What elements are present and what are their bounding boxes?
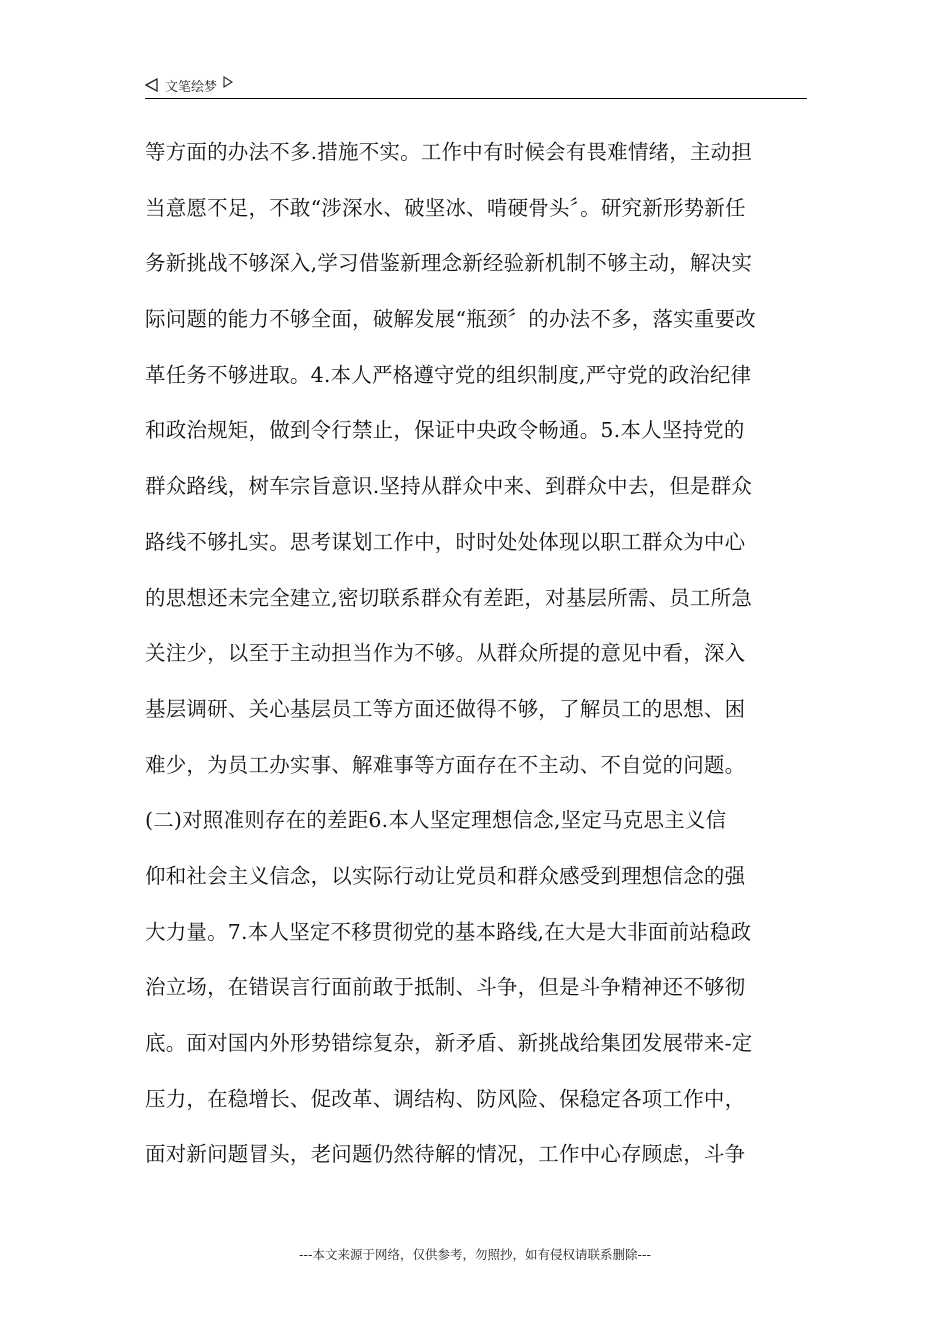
body-line: 基层调研、关心基层员工等方面还做得不够，了解员工的思想、困 [145, 696, 746, 721]
body-line: (二)对照准则存在的差距6.本人坚定理想信念,坚定马克思主义信 [145, 808, 727, 833]
body-line: 面对新问题冒头，老问题仍然待解的情况，工作中心存顾虑，斗争 [145, 1142, 746, 1167]
body-line: 关注少，以至于主动担当作为不够。从群众所提的意见中看，深入 [145, 641, 746, 666]
body-line: 治立场，在错误言行面前敢于抵制、斗争，但是斗争精神还不够彻 [145, 975, 746, 1000]
body-line: 难少，为员工办实事、解难事等方面存在不主动、不自觉的问题。 [145, 752, 746, 777]
body-line: 底。面对国内外形势错综复杂，新矛盾、新挑战给集团发展带来-定 [145, 1031, 753, 1055]
body-line: 群众路线，树车宗旨意识.坚持从群众中来、到群众中去，但是群众 [145, 474, 753, 499]
document-body [145, 134, 810, 1192]
body-line: 和政治规矩，做到令行禁止，保证中央政令畅通。5.本人坚持党的 [145, 418, 745, 443]
body-line: 路线不够扎实。思考谋划工作中，时时处处体现以职工群众为中心 [145, 529, 746, 554]
body-line: 等方面的办法不多.措施不实。工作中有时候会有畏难情绪，主动担 [145, 140, 753, 164]
page-footer-disclaimer: ---本文来源于网络，仅供参考，勿照抄，如有侵权请联系删除--- [298, 1247, 652, 1262]
body-line: 革任务不够进取。4.本人严格遵守党的组织制度,严守党的政治纪律 [145, 362, 752, 387]
brand-text: 文笔绘梦 [165, 79, 218, 95]
body-line: 大力量。7.本人坚定不移贯彻党的基本路线,在大是大非面前站稳政 [145, 919, 752, 944]
body-line: 际问题的能力不够全面，破解发展“瓶颈〞的办法不多，落实重要改 [145, 307, 756, 332]
header-brand [145, 76, 233, 95]
body-line: 压力，在稳增长、促改革、调结构、防风险、保稳定各项工作中， [145, 1086, 746, 1111]
triangle-right-icon [223, 82, 233, 88]
page-header [145, 72, 807, 99]
body-line: 务新挑战不够深入,学习借鉴新理念新经验新机制不够主动，解决实 [145, 251, 753, 276]
body-line: 当意愿不足，不敢“涉深水、破坚冰、啃硬骨头〞。研究新形势新任 [145, 195, 746, 220]
triangle-left-icon [145, 78, 159, 92]
body-line: 仰和社会主义信念，以实际行动让党员和群众感受到理想信念的强 [145, 863, 746, 888]
body-line: 的思想还未完全建立,密切联系群众有差距，对基层所需、员工所急 [145, 585, 753, 610]
